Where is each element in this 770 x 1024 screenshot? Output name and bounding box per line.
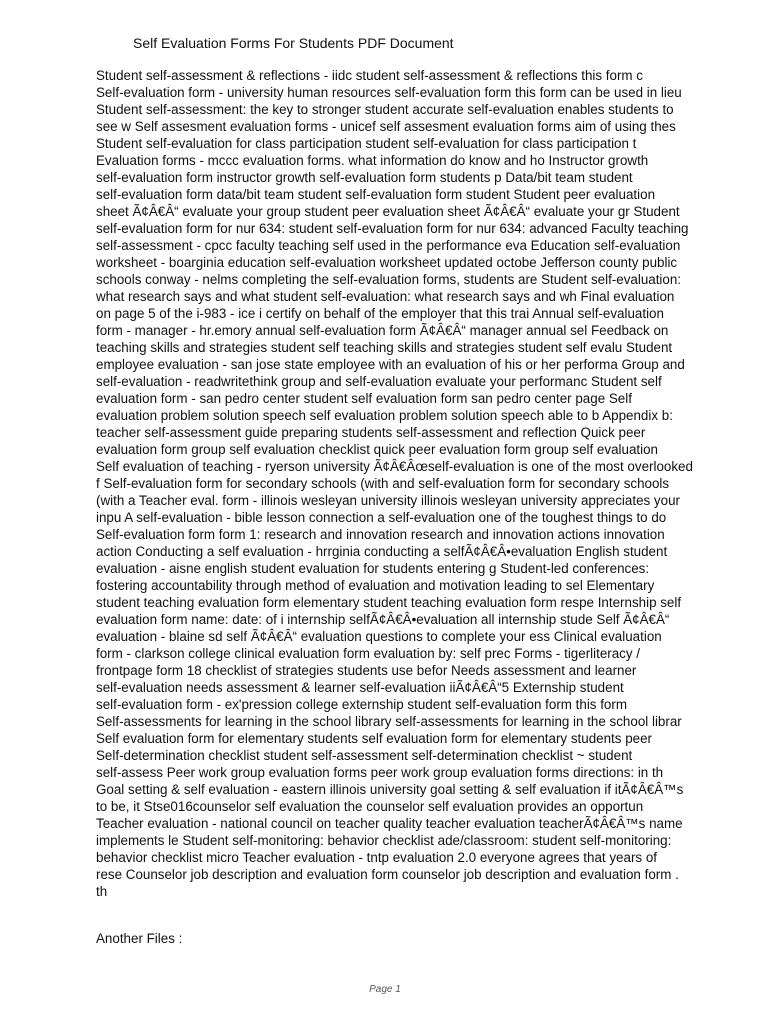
body-line: evaluation - aisne english student evaluation for students entering g Student-led conferences: xyxy=(96,561,650,576)
body-line: self-assessment - cpcc faculty teaching self used in the performance eva Education self-evaluation xyxy=(96,238,681,253)
body-line: self-evaluation form - ex'pression college externship student self-evaluation form this form xyxy=(96,697,627,712)
body-line: form - manager - hr.emory annual self-evaluation form Ã¢Â€Â“ manager annual sel Feedback on xyxy=(96,323,669,338)
body-line: form - clarkson college clinical evaluation form evaluation by: self prec Forms - tigerliteracy / xyxy=(96,646,641,661)
body-line: evaluation form - san pedro center student self evaluation form san pedro center page Self xyxy=(96,391,632,406)
body-line: Self-evaluation form - university human resources self-evaluation form this form can be used in lieu xyxy=(96,85,682,100)
body-line: evaluation form group self evaluation checklist quick peer evaluation form group self evaluation xyxy=(96,442,658,457)
body-line: behavior checklist micro Teacher evaluation - tntp evaluation 2.0 everyone agrees that years of xyxy=(96,850,657,865)
body-line: rese Counselor job description and evaluation form counselor job description and evaluation form . xyxy=(96,867,679,882)
page-number: Page 1 xyxy=(369,984,401,995)
body-line: Teacher evaluation - national council on teacher quality teacher evaluation teacherÃ¢Â€Â™s name xyxy=(96,816,683,831)
body-line: Self-evaluation form form 1: research and innovation research and innovation actions innovation xyxy=(96,527,665,542)
body-line: self-assess Peer work group evaluation forms peer work group evaluation forms directions: in th xyxy=(96,765,664,780)
body-line: student teaching evaluation form elementary student teaching evaluation form respe Internship self xyxy=(96,595,682,610)
body-line: inpu A self-evaluation - bible lesson connection a self-evaluation one of the toughest things to do xyxy=(96,510,667,525)
body-line: see w Self assesment evaluation forms - unicef self assesment evaluation forms aim of using thes xyxy=(96,119,676,134)
body-line: teacher self-assessment guide preparing students self-assessment and reflection Quick peer xyxy=(96,425,646,440)
body-line: self-evaluation - readwritethink group and self-evaluation evaluate your performanc Student self xyxy=(96,374,662,389)
body-line: what research says and what student self-evaluation: what research says and wh Final evaluation xyxy=(96,289,675,304)
body-line: sheet Ã¢Â€Â“ evaluate your group student peer evaluation sheet Ã¢Â€Â“ evaluate your gr Student xyxy=(96,204,680,219)
body-line: f Self-evaluation form for secondary schools (with and self-evaluation form for secondary schools xyxy=(96,476,670,491)
body-text xyxy=(96,67,736,900)
body-line: Student self-assessment & reflections - iidc student self-assessment & reflections this form c xyxy=(96,68,644,83)
body-line: implements le Student self-monitoring: behavior checklist ade/classroom: student self-monitoring: xyxy=(96,833,672,848)
document-title: Self Evaluation Forms For Students PDF Document xyxy=(133,35,454,51)
body-line: (with a Teacher eval. form - illinois wesleyan university illinois wesleyan university appreciates your xyxy=(96,493,680,508)
body-line: self-evaluation form data/bit team student self-evaluation form student Student peer evaluation xyxy=(96,187,656,202)
body-line: fostering accountability through method of evaluation and motivation leading to sel Elementary xyxy=(96,578,655,593)
body-line: teaching skills and strategies student self teaching skills and strategies student self evalu Student xyxy=(96,340,673,355)
body-line: worksheet - boarginia education self-evaluation worksheet updated octobe Jefferson county public xyxy=(96,255,678,270)
body-line: evaluation - blaine sd self Ã¢Â€Â“ evaluation questions to complete your ess Clinical evaluation xyxy=(96,629,662,644)
body-line: to be, it Stse016counselor self evaluation the counselor self evaluation provides an opportun xyxy=(96,799,644,814)
body-line: schools conway - nelms completing the self-evaluation forms, students are Student self-evaluation: xyxy=(96,272,682,287)
body-line: self-evaluation needs assessment & learner self-evaluation iiÃ¢Â€Â“5 Externship student xyxy=(96,680,624,695)
another-files-label: Another Files : xyxy=(96,931,183,946)
body-line: employee evaluation - san jose state employee with an evaluation of his or her performa Group and xyxy=(96,357,685,372)
body-line: self-evaluation form for nur 634: student self-evaluation form for nur 634: advanced Faculty teaching xyxy=(96,221,689,236)
body-line: Goal setting & self evaluation - eastern illinois university goal setting & self evaluation if itÃ¢Â€Â™s xyxy=(96,782,684,797)
body-line: frontpage form 18 checklist of strategies students use befor Needs assessment and learner xyxy=(96,663,637,678)
body-line: th xyxy=(96,884,108,899)
body-line: Self-assessments for learning in the school library self-assessments for learning in the school librar xyxy=(96,714,682,729)
body-line: Student self-assessment: the key to stronger student accurate self-evaluation enables students to xyxy=(96,102,674,117)
body-line: Student self-evaluation for class participation student self-evaluation for class participation t xyxy=(96,136,637,151)
body-line: Self-determination checklist student self-assessment self-determination checklist ~ student xyxy=(96,748,633,763)
body-line: action Conducting a self evaluation - hrrginia conducting a selfÃ¢Â€Â•evaluation English student xyxy=(96,544,668,559)
body-line: evaluation form name: date: of i internship selfÃ¢Â€Â•evaluation all internship stude Self Ã¢Â€Â“ xyxy=(96,612,670,627)
body-line: Self evaluation form for elementary students self evaluation form for elementary students peer xyxy=(96,731,652,746)
body-line: on page 5 of the i-983 - ice i certify on behalf of the employer that this trai Annual self-evaluation xyxy=(96,306,664,321)
body-line: Self evaluation of teaching - ryerson university Ã¢Â€Âœself-evaluation is one of the most overlooked xyxy=(96,459,693,474)
body-line: Evaluation forms - mccc evaluation forms. what information do know and ho Instructor growth xyxy=(96,153,649,168)
body-line: evaluation problem solution speech self evaluation problem solution speech able to b Appendix b: xyxy=(96,408,673,423)
body-line: self-evaluation form instructor growth self-evaluation form students p Data/bit team student xyxy=(96,170,633,185)
